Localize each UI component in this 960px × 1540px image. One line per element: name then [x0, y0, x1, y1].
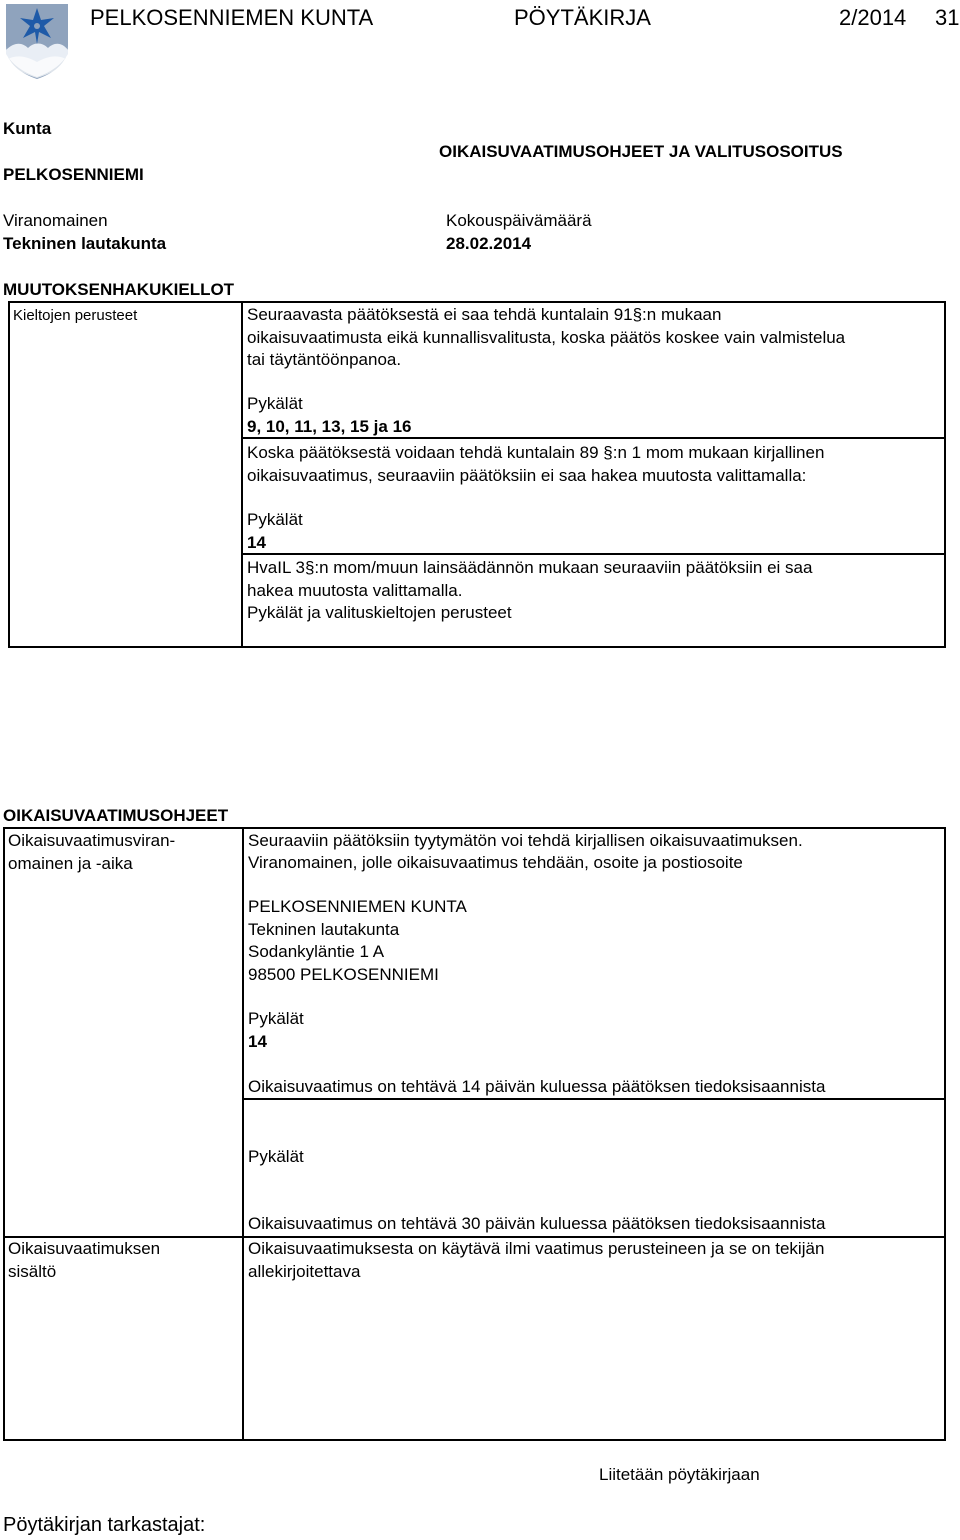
restrictions-left-label: Kieltojen perusteet: [13, 307, 138, 324]
attachment-note: Liitetään pöytäkirjaan: [599, 1465, 760, 1484]
content-requirements: Oikaisuvaatimuksesta on käytävä ilmi vaatimus perusteineen ja se on tekijän allekirjoitettava: [248, 1239, 825, 1281]
restrictions-row-divider-2: [241, 553, 946, 555]
instructions-line-1: Seuraaviin päätöksiin tyytymätön voi tehdä kirjallisen oikaisuvaatimuksen.: [248, 831, 803, 850]
restrictions-pykalat-value-1: 9, 10, 11, 13, 15 ja 16: [247, 417, 412, 436]
authority-value: Tekninen lautakunta: [3, 234, 167, 253]
header-page-number: 31: [935, 5, 960, 30]
header-doc-type: PÖYTÄKIRJA: [514, 5, 651, 30]
date-label: Kokouspäivämäärä: [446, 211, 592, 230]
kunta-value: PELKOSENNIEMI: [3, 165, 144, 184]
deadline-14-days: Oikaisuvaatimus on tehtävä 14 päivän kuluessa päätöksen tiedoksisaannista: [248, 1077, 826, 1096]
restrictions-paragraph-1: Seuraavasta päätöksestä ei saa tehdä kuntalain 91§:n mukaan oikaisuvaatimusta eikä kunnallisvalitusta, koska päätös koskee vain valmistelua tai täytäntöönpanoa.: [247, 305, 846, 369]
kunta-label: Kunta: [3, 119, 52, 138]
instructions-line-2: Viranomainen, jolle oikaisuvaatimus tehdään, osoite ja postiosoite: [248, 853, 743, 872]
instructions-table: [3, 827, 946, 1441]
instructions-pykalat-label-b: Pykälät: [248, 1147, 304, 1166]
deadline-30-days: Oikaisuvaatimus on tehtävä 30 päivän kuluessa päätöksen tiedoksisaannista: [248, 1214, 826, 1233]
instructions-pykalat-label-a: Pykälät: [248, 1009, 304, 1028]
authority-address: PELKOSENNIEMEN KUNTA Tekninen lautakunta Sodankyläntie 1 A 98500 PELKOSENNIEMI: [248, 897, 467, 984]
content-left-label: Oikaisuvaatimuksen sisältö: [8, 1239, 161, 1281]
restrictions-paragraph-2: Koska päätöksestä voidaan tehdä kuntalain 89 §:n 1 mom mukaan kirjallinen oikaisuvaatimus, seuraaviin päätöksiin ei saa hakea muutosta valittamalla:: [247, 443, 825, 485]
restrictions-pykalat-value-2: 14: [247, 533, 266, 552]
instructions-row-divider-1: [242, 1098, 946, 1100]
reviewers-label: Pöytäkirjan tarkastajat:: [3, 1514, 206, 1536]
municipality-logo: [4, 2, 70, 80]
restrictions-heading: MUUTOKSENHAKUKIELLOT: [3, 280, 235, 299]
instructions-heading: OIKAISUVAATIMUSOHJEET: [3, 806, 229, 825]
restrictions-pykalat-label-2: Pykälät: [247, 510, 303, 529]
restrictions-pykalat-label-1: Pykälät: [247, 394, 303, 413]
instructions-pykalat-value-a: 14: [248, 1032, 267, 1051]
instructions-left-label-1: Oikaisuvaatimusviran- omainen ja -aika: [8, 831, 176, 873]
date-value: 28.02.2014: [446, 234, 532, 253]
header-org: PELKOSENNIEMEN KUNTA: [90, 5, 374, 30]
restrictions-paragraph-3: HvaIL 3§:n mom/muun lainsäädännön mukaan seuraaviin päätöksiin ei saa hakea muutosta valittamalla. Pykälät ja valituskieltojen perusteet: [247, 558, 813, 622]
authority-label: Viranomainen: [3, 211, 108, 230]
instructions-column-divider: [242, 827, 244, 1441]
header-issue: 2/2014: [839, 5, 907, 30]
document-title: OIKAISUVAATIMUSOHJEET JA VALITUSOSOITUS: [439, 142, 843, 161]
restrictions-column-divider: [241, 301, 243, 648]
